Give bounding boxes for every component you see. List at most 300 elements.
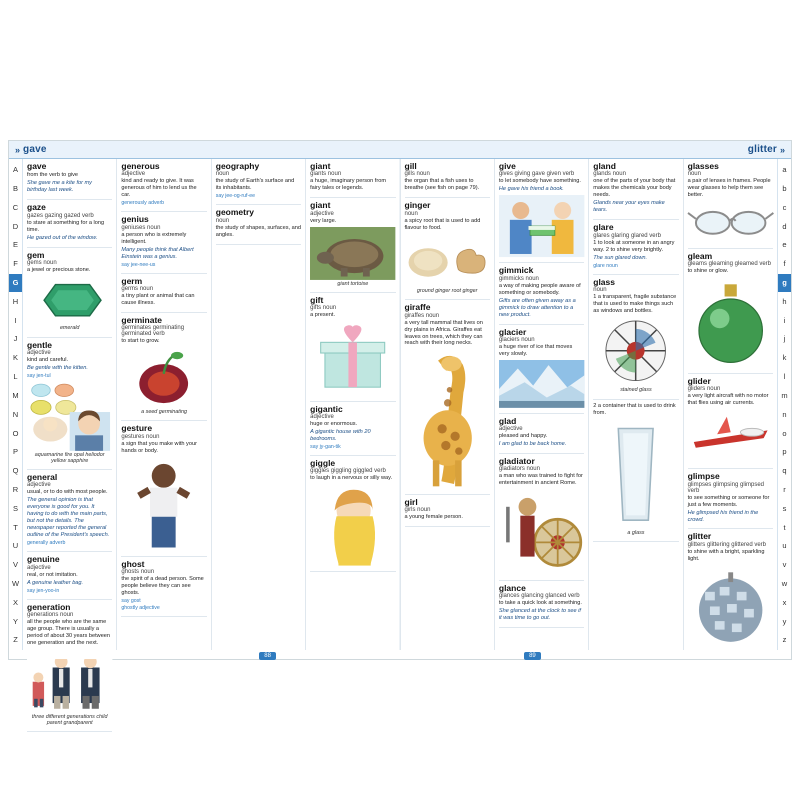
entry-part-of-speech: adjective: [27, 564, 51, 571]
entry-divider: [593, 399, 678, 400]
entry-definition: a jewel or precious stone.: [27, 266, 91, 273]
entry-illustration-gesture-man: [121, 457, 206, 551]
entry-part-of-speech: noun: [215, 171, 230, 178]
entry-definition: the study of shapes, surfaces, and angles.: [215, 224, 301, 238]
dictionary-column: [495, 159, 589, 650]
alphabet-letter-b[interactable]: B: [9, 180, 22, 199]
entry-pronunciation-note: say gost: [121, 597, 141, 604]
entry-headword: glider: [687, 375, 711, 386]
entry-part-of-speech: gills noun: [404, 171, 430, 178]
alphabet-letter-n[interactable]: n: [778, 406, 791, 425]
entry-headword: general: [27, 472, 58, 483]
alphabet-letter-f[interactable]: F: [9, 255, 22, 274]
entry-definition: 1 a transparent, fragile substance that is used to make things such as windows and bottles.: [593, 293, 677, 314]
entry-illustration-gift-box: [310, 321, 395, 396]
alphabet-letter-s[interactable]: S: [9, 500, 22, 519]
entry-part-of-speech: geniuses noun: [121, 224, 161, 231]
entry-illustration-caption: ground ginger root ginger: [416, 287, 478, 294]
entry-divider: [688, 248, 773, 249]
entry-illustration-glasses: [688, 201, 773, 243]
entry-headword: girl: [404, 496, 418, 507]
entry-headword: gimmick: [498, 265, 534, 276]
entry-headword: gentle: [27, 339, 53, 350]
dictionary-entry: [405, 162, 490, 192]
entry-divider: [27, 551, 112, 552]
alphabet-letter-c[interactable]: C: [9, 199, 22, 218]
dictionary-entry: [688, 472, 773, 523]
entry-part-of-speech: glares glaring glared verb: [593, 232, 661, 239]
entry-divider: [27, 247, 112, 248]
dictionary-entry: [499, 417, 584, 448]
entry-pronunciation-note: say jee-nee-us: [121, 261, 156, 268]
entry-pronunciation-note: generously adverb: [121, 200, 165, 207]
entry-divider: [121, 420, 206, 421]
entry-illustration-gem-emerald: [27, 276, 112, 324]
alphabet-letter-x[interactable]: x: [778, 594, 791, 613]
entry-part-of-speech: noun: [687, 171, 701, 178]
entry-headword: glacier: [498, 326, 527, 337]
alphabet-letter-k[interactable]: K: [9, 349, 22, 368]
entry-definition: all the people who are the same age group. There is usually a period of about 30 years between one generation and the next.: [27, 618, 111, 646]
dictionary-entry: [310, 459, 395, 566]
entry-divider: [27, 337, 112, 338]
entry-headword: geometry: [215, 207, 255, 218]
entry-pronunciation-note: say jy-gan-tik: [310, 444, 341, 451]
entry-part-of-speech: adjective: [27, 349, 51, 356]
entry-illustration-giraffe: [405, 349, 490, 488]
entry-part-of-speech: glands noun: [593, 171, 626, 178]
running-head-left: gave: [23, 144, 47, 155]
entry-example-sentence: Gifts are often given away as a gimmick to draw attention to a new product.: [498, 297, 576, 318]
dictionary-column: [212, 159, 306, 650]
dictionary-entry: [593, 223, 678, 268]
entry-definition: to shine with a bright, sparkling light.: [687, 548, 765, 562]
entry-divider: [688, 373, 773, 374]
entry-definition: usual, or to do with most people.: [27, 489, 108, 496]
entry-definition: the spirit of a dead person. Some people believe they can see ghosts.: [121, 575, 204, 596]
entry-pronunciation-note: say jen-tul: [27, 372, 51, 379]
alphabet-letter-l[interactable]: l: [778, 368, 791, 387]
dictionary-entry: [499, 162, 584, 257]
entry-part-of-speech: gestures noun: [121, 433, 160, 440]
dictionary-column: [684, 159, 777, 650]
entry-example-sentence: Be gentle with the kitten.: [27, 364, 88, 371]
alphabet-letter-e[interactable]: e: [778, 236, 791, 255]
alphabet-letter-r[interactable]: R: [9, 481, 22, 500]
alphabet-letter-t[interactable]: t: [778, 518, 791, 537]
alphabet-letter-n[interactable]: N: [9, 406, 22, 425]
dictionary-entry: [27, 203, 112, 241]
entry-definition: a tiny plant or animal that can cause illness.: [121, 292, 195, 306]
alphabet-letter-g[interactable]: G: [9, 274, 22, 293]
entry-headword: giggle: [310, 458, 336, 469]
entry-divider: [216, 244, 301, 245]
entry-headword: gave: [27, 161, 47, 171]
entry-definition: huge or enormous.: [310, 421, 358, 428]
entry-definition: to take a quick look at something.: [498, 600, 582, 607]
alphabet-letter-u[interactable]: u: [778, 537, 791, 556]
alphabet-letter-i[interactable]: i: [778, 312, 791, 331]
entry-definition: the organ that a fish uses to breathe (see fish on page 79).: [404, 178, 480, 192]
entry-illustration-seed-germinating: [121, 347, 206, 408]
entry-example-sentence: A genuine leather bag.: [27, 579, 84, 586]
dictionary-entry: [121, 424, 206, 550]
entry-definition: real, or not imitation.: [27, 571, 78, 578]
entry-part-of-speech: glimpses glimpsing glimpsed verb: [687, 481, 764, 494]
alphabet-letter-o[interactable]: o: [778, 424, 791, 443]
entry-definition: a person who is extremely intelligent.: [121, 231, 187, 245]
entry-illustration-glacier: [499, 360, 584, 408]
entry-divider: [121, 211, 206, 212]
entry-headword: generous: [121, 161, 160, 171]
entry-divider: [405, 299, 490, 300]
entry-headword: glitter: [687, 531, 712, 542]
alphabet-letter-p[interactable]: P: [9, 443, 22, 462]
alphabet-letter-v[interactable]: V: [9, 556, 22, 575]
entry-example-sentence: She gave me a kite for my birthday last week.: [27, 180, 92, 194]
dictionary-entry: [121, 162, 206, 206]
entry-part-of-speech: gives giving gave given verb: [498, 171, 575, 178]
dictionary-entry: [310, 405, 395, 450]
entry-part-of-speech: germinates germinating germinated verb: [121, 325, 185, 338]
entry-definition: a very light aircraft with no motor that flies using air currents.: [687, 392, 769, 406]
entry-headword: glad: [498, 415, 517, 426]
entry-headword: gland: [593, 161, 616, 171]
entry-divider: [121, 273, 206, 274]
entry-illustration-caption: a seed germinating: [141, 409, 187, 416]
entry-divider: [499, 580, 584, 581]
entry-headword: generation: [27, 601, 71, 612]
dictionary-entry: [405, 498, 490, 521]
alphabet-letter-t[interactable]: T: [9, 518, 22, 537]
dictionary-entry: [688, 377, 773, 464]
dictionary-entry: [216, 162, 301, 199]
dictionary-entry: [121, 316, 206, 416]
footer-bar: [9, 650, 791, 659]
entry-divider: [310, 571, 395, 572]
alphabet-rail-left[interactable]: [9, 159, 23, 650]
entry-example-sentence: He gazed out of the window.: [27, 234, 98, 241]
entry-definition: to see something or someone for just a few moments.: [687, 494, 770, 508]
entry-headword: gill: [404, 161, 417, 171]
entry-divider: [310, 401, 395, 402]
dictionary-entry: [27, 603, 112, 727]
dictionary-column: [401, 159, 495, 650]
entry-illustration-gladiator: [499, 489, 584, 574]
entry-divider: [121, 556, 206, 557]
dictionary-entry: [216, 208, 301, 238]
entry-headword: germ: [121, 275, 143, 286]
entry-headword: gift: [310, 294, 324, 305]
dictionary-spread: [8, 140, 792, 727]
entry-divider: [310, 455, 395, 456]
alphabet-letter-q[interactable]: q: [778, 462, 791, 481]
alphabet-letter-w[interactable]: w: [778, 575, 791, 594]
entry-derived-form: ghostly adjective: [121, 604, 160, 611]
alphabet-letter-i[interactable]: I: [9, 312, 22, 331]
entry-pronunciation-note: glare noun: [593, 262, 618, 269]
right-chevron-icon: »: [779, 144, 785, 155]
entry-divider: [121, 616, 206, 617]
dictionary-entry: [499, 328, 584, 408]
dictionary-entry: [27, 473, 112, 546]
entry-illustration-caption: aquamarine fire opal heliodor yellow sapphire: [34, 451, 105, 464]
alphabet-letter-c[interactable]: c: [778, 199, 791, 218]
entry-divider: [405, 494, 490, 495]
alphabet-letter-y[interactable]: Y: [9, 613, 22, 632]
entry-divider: [499, 413, 584, 414]
alphabet-letter-b[interactable]: b: [778, 180, 791, 199]
dictionary-entry: [27, 555, 112, 593]
entry-divider: [688, 468, 773, 469]
entry-headword: gleam: [687, 250, 713, 261]
dictionary-column: [306, 159, 400, 650]
entry-illustration-glider: [688, 409, 773, 463]
entry-definition: one of the parts of your body that makes the chemicals your body needs.: [593, 178, 676, 199]
entry-example-sentence: I am glad to be back home.: [498, 441, 567, 448]
entry-headword: genuine: [27, 554, 60, 565]
entry-divider: [27, 599, 112, 600]
entry-headword: gesture: [121, 423, 153, 434]
alphabet-letter-z[interactable]: z: [778, 631, 791, 650]
alphabet-letter-p[interactable]: p: [778, 443, 791, 462]
entry-part-of-speech: adjective: [310, 414, 334, 421]
dictionary-entry: [593, 162, 678, 214]
entry-headword: glance: [498, 582, 526, 593]
alphabet-letter-r[interactable]: r: [778, 481, 791, 500]
dictionary-entry: [688, 252, 773, 368]
entry-example-sentence: The general opinion is that everyone is good for you. It having to do with the main parts, but not the details. The newspaper reported the general outline of the President's speech.: [27, 497, 110, 539]
dictionary-entry: [121, 560, 206, 611]
entry-definition: a spicy root that is used to add flavour to food.: [404, 217, 481, 231]
entry-headword: glare: [593, 222, 614, 233]
entry-definition: a way of making people aware of something or somebody.: [498, 282, 581, 296]
dictionary-entry: [27, 162, 112, 194]
entry-divider: [499, 453, 584, 454]
entry-divider: [499, 324, 584, 325]
alphabet-letter-k[interactable]: k: [778, 349, 791, 368]
entry-divider: [27, 731, 112, 732]
entry-divider: [593, 541, 678, 542]
alphabet-letter-w[interactable]: W: [9, 575, 22, 594]
entry-definition: a young female person.: [404, 514, 463, 520]
alphabet-letter-d[interactable]: D: [9, 217, 22, 236]
entry-part-of-speech: glances glancing glanced verb: [498, 593, 580, 600]
entry-part-of-speech: noun: [215, 217, 230, 224]
entry-definition: a sign that you make with your hands or body.: [121, 440, 197, 454]
entry-headword: genius: [121, 214, 149, 225]
entry-divider: [593, 274, 678, 275]
dictionary-entry: [310, 201, 395, 286]
entry-headword: gladiator: [498, 456, 535, 467]
entry-part-of-speech: adjective: [310, 210, 334, 217]
entry-definition: to shine or glow.: [687, 268, 729, 275]
dictionary-entry: [310, 296, 395, 396]
entry-definition: to stare at something for a long time.: [27, 219, 105, 233]
entry-illustration-giggling-girl: [310, 484, 395, 566]
entry-part-of-speech: giraffes noun: [404, 312, 440, 319]
alphabet-letter-o[interactable]: O: [9, 424, 22, 443]
entry-divider: [405, 526, 490, 527]
alphabet-letter-j[interactable]: j: [778, 330, 791, 349]
entry-divider: [27, 469, 112, 470]
entry-definition: a huge, imaginary person from fairy tales or legends.: [310, 178, 386, 192]
alphabet-letter-h[interactable]: H: [9, 293, 22, 312]
entry-example-sentence: Glands near your eyes make tears.: [593, 200, 665, 214]
entry-definition: a very tall mammal that lives on dry plains in Africa. Giraffes eat leaves on trees, which they can reach with their long necks.: [404, 319, 483, 347]
entry-example-sentence: The sun glared down.: [593, 254, 648, 261]
entry-definition: to laugh in a nervous or silly way.: [310, 475, 393, 482]
entry-headword: giraffe: [404, 302, 431, 313]
entry-headword: giant: [310, 161, 331, 171]
entry-divider: [121, 312, 206, 313]
entry-illustration-boys-giving-book: [499, 195, 584, 257]
dictionary-entry: [27, 251, 112, 332]
entry-pronunciation-note: generally adverb: [27, 540, 66, 547]
alphabet-letter-y[interactable]: y: [778, 613, 791, 632]
entry-definition: 2 a container that is used to drink from.: [593, 402, 676, 416]
entry-headword: gigantic: [310, 403, 343, 414]
alphabet-letter-q[interactable]: Q: [9, 462, 22, 481]
entry-part-of-speech: gems noun: [27, 259, 57, 266]
entry-part-of-speech: adjective: [498, 426, 523, 433]
alphabet-letter-f[interactable]: f: [778, 255, 791, 274]
alphabet-letter-d[interactable]: d: [778, 217, 791, 236]
alphabet-letter-u[interactable]: U: [9, 537, 22, 556]
dictionary-entry: [593, 278, 678, 394]
entry-headword: give: [498, 161, 516, 171]
alphabet-letter-l[interactable]: L: [9, 368, 22, 387]
entry-part-of-speech: giggles giggling giggled verb: [310, 468, 386, 475]
entry-definition: a pair of lenses in frames. People wear glasses to help them see better.: [687, 178, 771, 199]
alphabet-letter-e[interactable]: E: [9, 236, 22, 255]
entry-pronunciation-note: say jee-og-ruf-ee: [215, 193, 255, 200]
entry-headword: ghost: [121, 558, 145, 569]
alphabet-letter-h[interactable]: h: [778, 293, 791, 312]
entry-part-of-speech: adjective: [27, 482, 51, 489]
dictionary-entry: [310, 162, 395, 192]
page-number-left: 88: [259, 652, 276, 660]
entry-definition: a man who was trained to fight for entertainment in ancient Rome.: [498, 473, 583, 487]
dictionary-entry: [593, 403, 678, 537]
entry-part-of-speech: gleams gleaming gleamed verb: [687, 261, 772, 268]
entry-illustration-caption: three different generations child parent grandparent: [31, 713, 108, 727]
entry-part-of-speech: ghosts noun: [121, 568, 155, 575]
entry-example-sentence: He gave his friend a book.: [498, 186, 564, 193]
entry-divider: [499, 627, 584, 628]
alphabet-letter-v[interactable]: v: [778, 556, 791, 575]
entry-illustration-gems-and-boy: [27, 381, 112, 451]
dictionary-entry: [27, 341, 112, 465]
dictionary-entry: [499, 584, 584, 622]
entry-illustration-giant-tortoise: [310, 227, 395, 280]
entry-part-of-speech: germs noun: [121, 285, 154, 292]
entry-part-of-speech: gazes gazing gazed verb: [27, 212, 94, 219]
dictionary-column: [23, 159, 117, 727]
alphabet-letter-g[interactable]: g: [778, 274, 791, 293]
entry-illustration-bauble: [688, 277, 773, 367]
entry-definition: from the verb to give: [27, 172, 78, 179]
entry-part-of-speech: gifts noun: [310, 305, 337, 312]
entry-headword: gaze: [27, 202, 46, 213]
running-head: [9, 141, 791, 159]
entry-headword: geography: [215, 161, 260, 171]
entry-part-of-speech: noun: [404, 210, 418, 217]
dictionary-entry: [121, 215, 206, 267]
dictionary-entry: [688, 162, 773, 243]
entry-illustration-caption: a glass: [627, 530, 645, 537]
dictionary-entry: [499, 266, 584, 318]
entry-part-of-speech: noun: [593, 286, 607, 293]
entry-divider: [499, 262, 584, 263]
entry-divider: [405, 197, 490, 198]
entry-illustration-caption: stained glass: [620, 387, 652, 394]
entry-part-of-speech: gimmicks noun: [498, 275, 539, 282]
alphabet-letter-s[interactable]: s: [778, 500, 791, 519]
alphabet-letter-x[interactable]: X: [9, 594, 22, 613]
entry-illustration-ginger-root: [405, 234, 490, 287]
alphabet-letter-z[interactable]: Z: [9, 631, 22, 650]
entry-divider: [216, 204, 301, 205]
entry-divider: [688, 528, 773, 529]
page-number-right: 89: [524, 652, 541, 660]
entry-definition: a huge river of ice that moves very slowly.: [498, 344, 573, 357]
entry-headword: gem: [27, 249, 45, 260]
entry-headword: glimpse: [687, 471, 720, 482]
alphabet-letter-m[interactable]: M: [9, 387, 22, 406]
dictionary-column: [117, 159, 211, 650]
dictionary-entry: [405, 303, 490, 488]
entry-divider: [593, 219, 678, 220]
entry-part-of-speech: glitters glittering glittered verb: [687, 541, 766, 548]
entry-example-sentence: A gigantic house with 20 bedrooms.: [310, 429, 371, 443]
entry-headword: germinate: [121, 314, 162, 325]
entry-illustration-caption: giant tortoise: [337, 280, 369, 287]
entry-definition: kind and ready to give. It was generous of him to lend us the car.: [121, 178, 197, 199]
left-chevron-icon: »: [15, 144, 21, 155]
dictionary-column: [589, 159, 683, 650]
entry-part-of-speech: generations noun: [27, 611, 74, 618]
entry-divider: [310, 292, 395, 293]
entry-illustration-disco-ball: [688, 565, 773, 650]
entry-headword: glass: [593, 276, 615, 287]
entry-definition: to let somebody have something.: [498, 178, 581, 185]
dictionary-entry: [121, 277, 206, 307]
entry-definition: very large.: [310, 217, 337, 224]
alphabet-rail-right[interactable]: [777, 159, 791, 650]
dictionary-entry: [499, 457, 584, 575]
entry-part-of-speech: adjective: [121, 171, 146, 178]
entry-definition: a present.: [310, 312, 336, 319]
entry-part-of-speech: gladiators noun: [498, 466, 540, 473]
entry-headword: glasses: [687, 161, 719, 171]
alphabet-letter-m[interactable]: m: [778, 387, 791, 406]
entry-headword: ginger: [404, 200, 431, 211]
entry-part-of-speech: gliders noun: [687, 385, 721, 392]
entry-definition: to start to grow.: [121, 338, 160, 345]
dictionary-entry: [688, 532, 773, 650]
entry-illustration-caption: emerald: [59, 325, 80, 332]
alphabet-letter-a[interactable]: A: [9, 161, 22, 180]
entry-example-sentence: Many people think that Albert Einstein was a genius.: [121, 246, 194, 260]
dictionary-entry: [405, 201, 490, 294]
entry-pronunciation-note: say jen-yoo-in: [27, 587, 60, 594]
alphabet-letter-a[interactable]: a: [778, 161, 791, 180]
entry-definition: 1 to look at someone in an angry way. 2 to shine very brightly.: [593, 239, 675, 253]
alphabet-letter-j[interactable]: J: [9, 330, 22, 349]
entry-part-of-speech: girls noun: [404, 507, 431, 513]
entry-headword: giant: [310, 200, 331, 211]
